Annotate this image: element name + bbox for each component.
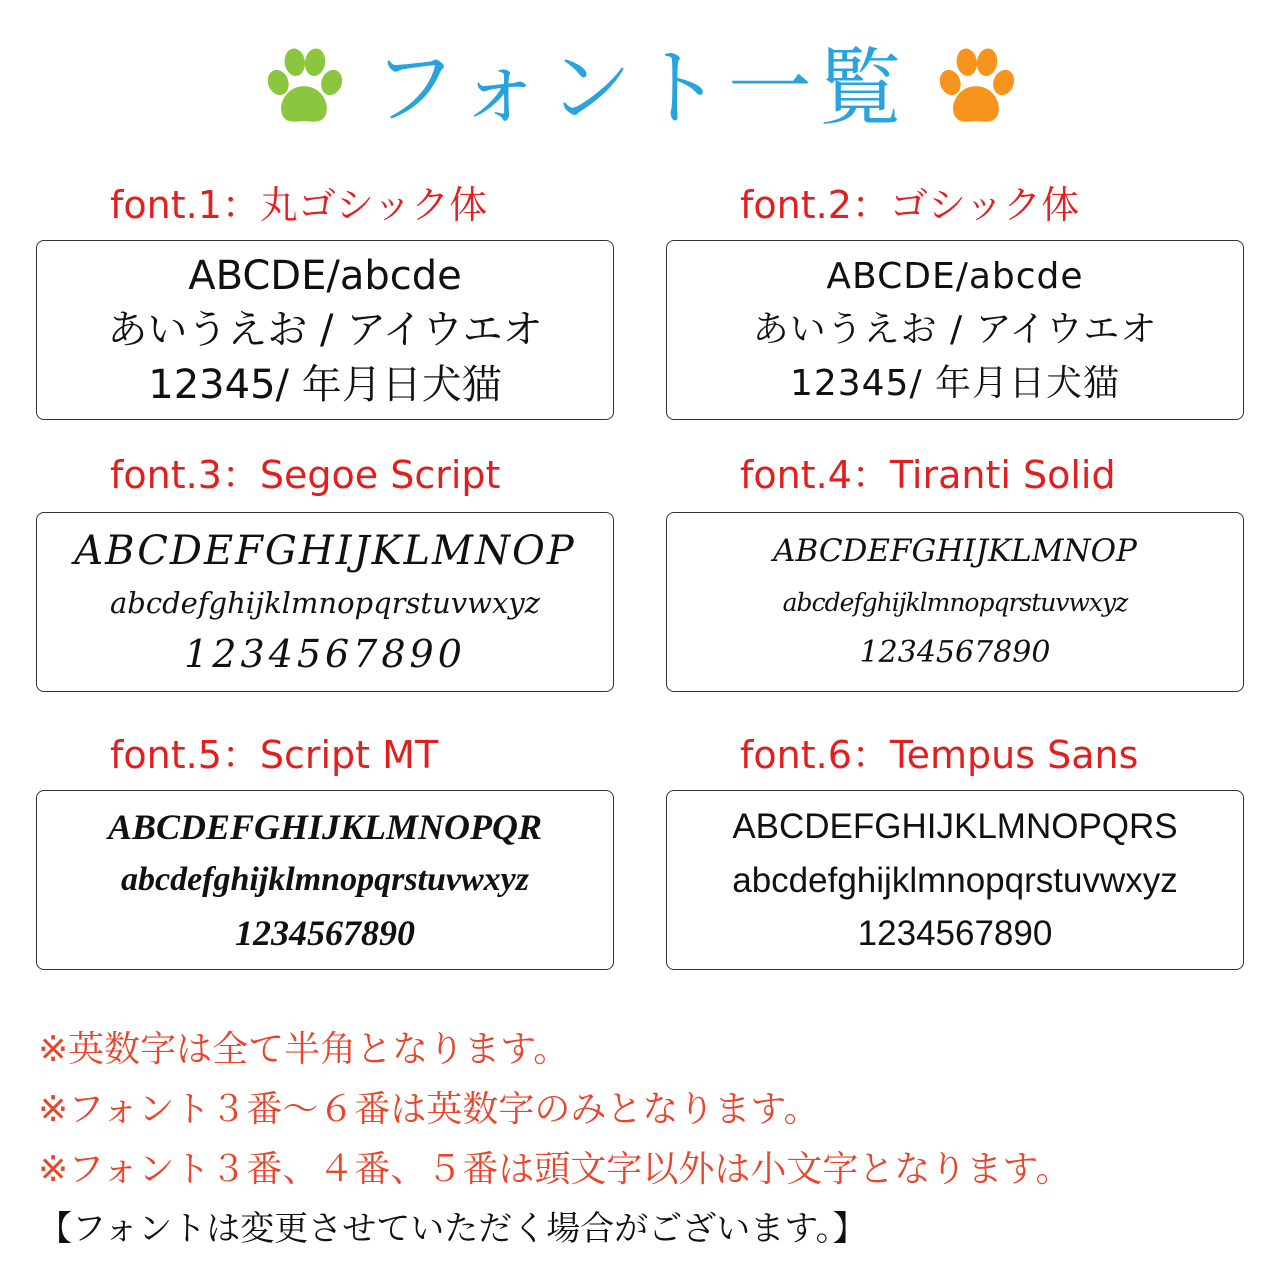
paw-icon — [258, 42, 350, 134]
font-1-line-2: あいうえお / アイウエオ — [107, 307, 543, 353]
font-2-line-3: 12345/ 年月日犬猫 — [789, 362, 1121, 404]
note-2: ※フォント３番～６番は英数字のみとなります。 — [38, 1089, 820, 1130]
font-4-sample-box — [666, 512, 1244, 692]
font-1-sample-box — [36, 240, 614, 420]
font-4-line-3: 1234567890 — [859, 635, 1051, 670]
font-2-sample-box — [666, 240, 1244, 420]
font-1-line-1: ABCDE/abcde — [188, 252, 462, 299]
font-5-sample-box — [36, 790, 614, 970]
font-2-line-2: あいうえお / アイウエオ — [752, 309, 1158, 350]
font-1-line-3: 12345/ 年月日犬猫 — [148, 361, 502, 408]
font-2-line-1: ABCDE/abcde — [826, 255, 1084, 297]
font-4-line-1: ABCDEFGHIJKLMNOP — [773, 533, 1137, 569]
font-3-label: font.3：Segoe Script — [110, 453, 501, 497]
font-3-sample-box — [36, 512, 614, 692]
font-6-line-1: ABCDEFGHIJKLMNOPQRS — [732, 807, 1178, 847]
font-2-label: font.2：ゴシック体 — [740, 183, 1080, 227]
font-4-label: font.4：Tiranti Solid — [740, 453, 1116, 497]
paw-icon — [930, 42, 1022, 134]
font-1-label: font.1：丸ゴシック体 — [110, 183, 488, 227]
notes — [38, 1029, 1248, 1272]
font-5-label: font.5：Script MT — [110, 733, 439, 777]
font-3-line-2: abcdefghijklmnopqrstuvwxyz — [110, 585, 540, 620]
font-6-sample-box — [666, 790, 1244, 970]
page-title: フォント一覧 — [372, 39, 908, 137]
font-3-line-3: 1234567890 — [184, 632, 466, 677]
font-5-line-3: 1234567890 — [235, 913, 415, 953]
font-6-line-3: 1234567890 — [857, 913, 1053, 953]
font-6-label: font.6：Tempus Sans — [740, 733, 1139, 777]
note-3: ※フォント３番、４番、５番は頭文字以外は小文字となります。 — [38, 1149, 1072, 1190]
font-5-line-1: ABCDEFGHIJKLMNOPQR — [107, 807, 543, 847]
font-5-line-2: abcdefghijklmnopqrstuvwxyz — [120, 861, 530, 898]
note-1: ※英数字は全て半角となります。 — [38, 1029, 570, 1070]
font-4-line-2: abcdefghijklmnopqrstuvwxyz — [782, 588, 1128, 617]
note-4: 【フォントは変更させていただく場合がございます。】 — [38, 1209, 867, 1249]
font-3-line-1: ABCDEFGHIJKLMNOP — [74, 527, 576, 574]
title-row — [0, 28, 1280, 148]
font-6-line-2: abcdefghijklmnopqrstuvwxyz — [732, 860, 1178, 900]
